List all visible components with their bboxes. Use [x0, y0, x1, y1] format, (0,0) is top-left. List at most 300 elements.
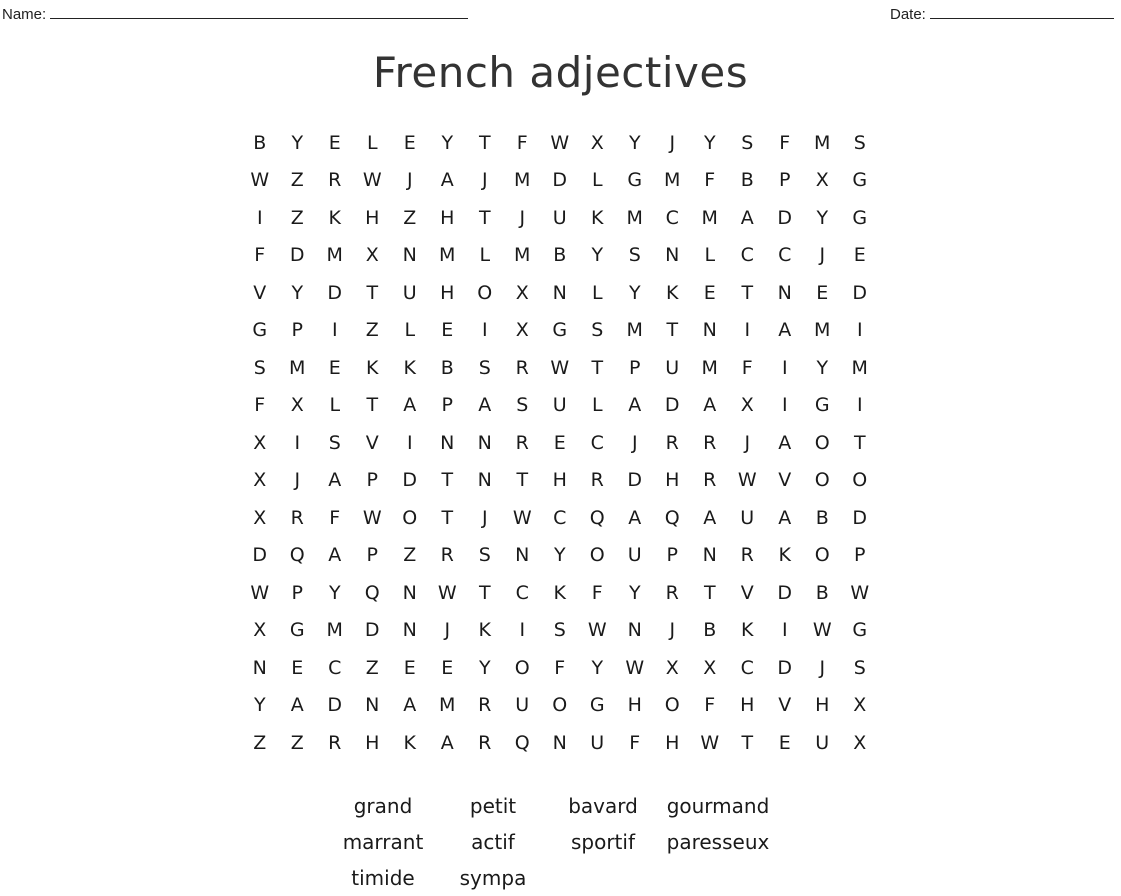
grid-cell[interactable]: L	[366, 131, 378, 154]
grid-cell[interactable]: A	[740, 206, 754, 229]
grid-cell[interactable]: N	[552, 731, 567, 754]
grid-cell[interactable]: W	[812, 619, 832, 642]
grid-cell[interactable]: Y	[591, 656, 604, 679]
grid-cell[interactable]: F	[629, 731, 641, 754]
grid-cell[interactable]: W	[550, 131, 570, 154]
grid-cell[interactable]: D	[252, 544, 268, 567]
grid-cell[interactable]: G	[627, 169, 643, 192]
grid-cell[interactable]: O	[814, 469, 830, 492]
grid-cell[interactable]: J	[294, 469, 301, 492]
grid-cell[interactable]: A	[778, 319, 792, 342]
grid-cell[interactable]: M	[514, 244, 531, 267]
grid-cell[interactable]: H	[440, 206, 455, 229]
grid-cell[interactable]: H	[365, 731, 380, 754]
grid-cell[interactable]: O	[477, 281, 493, 304]
grid-cell[interactable]: A	[478, 394, 492, 417]
grid-cell[interactable]: N	[702, 319, 717, 342]
grid-cell[interactable]: J	[481, 169, 488, 192]
grid-cell[interactable]: W	[737, 469, 757, 492]
grid-cell[interactable]: S	[553, 619, 566, 642]
grid-cell[interactable]: B	[703, 619, 717, 642]
grid-cell[interactable]: N	[402, 244, 417, 267]
grid-cell[interactable]: L	[591, 169, 603, 192]
grid-cell[interactable]: H	[552, 469, 567, 492]
grid-cell[interactable]: K	[666, 281, 679, 304]
grid-cell[interactable]: I	[519, 619, 526, 642]
grid-cell[interactable]: N	[777, 281, 792, 304]
grid-cell[interactable]: W	[512, 506, 532, 529]
grid-cell[interactable]: C	[778, 244, 792, 267]
grid-cell[interactable]: F	[516, 131, 528, 154]
grid-cell[interactable]: P	[366, 469, 378, 492]
grid-cell[interactable]: Q	[364, 581, 380, 604]
grid-cell[interactable]: A	[628, 394, 642, 417]
grid-cell[interactable]: I	[481, 319, 488, 342]
grid-cell[interactable]: Z	[365, 656, 379, 679]
grid-cell[interactable]: X	[290, 394, 304, 417]
grid-cell[interactable]: Y	[703, 131, 716, 154]
grid-cell[interactable]: M	[626, 206, 643, 229]
grid-cell[interactable]: O	[814, 431, 830, 454]
grid-cell[interactable]: A	[290, 694, 304, 717]
grid-cell[interactable]: O	[852, 469, 868, 492]
grid-cell[interactable]: I	[744, 319, 751, 342]
grid-cell[interactable]: O	[402, 506, 418, 529]
grid-cell[interactable]: M	[701, 206, 718, 229]
name-line[interactable]	[50, 4, 468, 19]
grid-cell[interactable]: D	[852, 506, 868, 529]
grid-cell[interactable]: X	[665, 656, 679, 679]
grid-cell[interactable]: X	[515, 281, 529, 304]
grid-cell[interactable]: T	[741, 731, 754, 754]
grid-cell[interactable]: D	[777, 206, 793, 229]
grid-cell[interactable]: F	[329, 506, 341, 529]
grid-cell[interactable]: T	[516, 469, 529, 492]
grid-cell[interactable]: B	[815, 581, 829, 604]
grid-cell[interactable]: H	[627, 694, 642, 717]
grid-cell[interactable]: E	[441, 319, 454, 342]
grid-cell[interactable]: C	[553, 506, 567, 529]
grid-cell[interactable]: D	[327, 694, 343, 717]
grid-cell[interactable]: K	[403, 731, 416, 754]
grid-cell[interactable]: S	[516, 394, 529, 417]
grid-cell[interactable]: Y	[441, 131, 454, 154]
grid-cell[interactable]: C	[740, 244, 754, 267]
grid-cell[interactable]: R	[328, 731, 342, 754]
grid-cell[interactable]: I	[294, 431, 301, 454]
grid-cell[interactable]: X	[253, 506, 267, 529]
grid-cell[interactable]: T	[478, 206, 491, 229]
grid-cell[interactable]: Y	[253, 694, 266, 717]
grid-cell[interactable]: U	[665, 356, 680, 379]
grid-cell[interactable]: P	[366, 544, 378, 567]
grid-cell[interactable]: L	[704, 244, 716, 267]
grid-cell[interactable]: V	[740, 581, 754, 604]
grid-cell[interactable]: Z	[365, 319, 379, 342]
grid-cell[interactable]: A	[703, 506, 717, 529]
grid-cell[interactable]: T	[591, 356, 604, 379]
grid-cell[interactable]: K	[591, 206, 604, 229]
grid-cell[interactable]: D	[852, 281, 868, 304]
grid-cell[interactable]: F	[254, 394, 266, 417]
grid-cell[interactable]: Y	[478, 656, 491, 679]
grid-cell[interactable]: T	[741, 281, 754, 304]
grid-cell[interactable]: M	[626, 319, 643, 342]
grid-cell[interactable]: E	[778, 731, 791, 754]
grid-cell[interactable]: Z	[403, 206, 417, 229]
grid-cell[interactable]: G	[589, 694, 605, 717]
grid-cell[interactable]: N	[402, 581, 417, 604]
grid-cell[interactable]: G	[814, 394, 830, 417]
grid-cell[interactable]: A	[703, 394, 717, 417]
grid-cell[interactable]: U	[815, 731, 830, 754]
grid-cell[interactable]: N	[515, 544, 530, 567]
grid-cell[interactable]: X	[253, 469, 267, 492]
grid-cell[interactable]: D	[289, 244, 305, 267]
grid-cell[interactable]: U	[740, 506, 755, 529]
grid-cell[interactable]: C	[665, 206, 679, 229]
grid-cell[interactable]: W	[250, 169, 270, 192]
grid-cell[interactable]: M	[289, 356, 306, 379]
grid-cell[interactable]: C	[590, 431, 604, 454]
grid-cell[interactable]: W	[362, 506, 382, 529]
grid-cell[interactable]: E	[441, 656, 454, 679]
grid-cell[interactable]: J	[444, 619, 451, 642]
grid-cell[interactable]: K	[553, 581, 566, 604]
grid-cell[interactable]: M	[439, 244, 456, 267]
grid-cell[interactable]: H	[665, 731, 680, 754]
grid-cell[interactable]: K	[778, 544, 791, 567]
grid-cell[interactable]: W	[850, 581, 870, 604]
grid-cell[interactable]: Z	[253, 731, 267, 754]
grid-cell[interactable]: X	[253, 619, 267, 642]
grid-cell[interactable]: K	[403, 356, 416, 379]
grid-cell[interactable]: Q	[589, 506, 605, 529]
grid-cell[interactable]: H	[815, 694, 830, 717]
grid-cell[interactable]: J	[819, 244, 826, 267]
grid-cell[interactable]: S	[478, 544, 491, 567]
grid-cell[interactable]: G	[852, 206, 868, 229]
grid-cell[interactable]: S	[628, 244, 641, 267]
grid-cell[interactable]: Y	[291, 131, 304, 154]
grid-cell[interactable]: M	[814, 319, 831, 342]
grid-cell[interactable]: W	[587, 619, 607, 642]
grid-cell[interactable]: H	[665, 469, 680, 492]
word-bank-item: sportif	[570, 830, 635, 854]
grid-cell[interactable]: D	[364, 619, 380, 642]
grid-cell[interactable]: R	[665, 581, 679, 604]
grid-cell[interactable]: U	[552, 394, 567, 417]
grid-cell[interactable]: O	[664, 694, 680, 717]
grid-cell[interactable]: V	[778, 469, 792, 492]
grid-cell[interactable]: U	[402, 281, 417, 304]
grid-cell[interactable]: J	[669, 131, 676, 154]
grid-cell[interactable]: A	[403, 394, 417, 417]
grid-cell[interactable]: R	[478, 731, 492, 754]
grid-cell[interactable]: A	[440, 169, 454, 192]
grid-cell[interactable]: R	[590, 469, 604, 492]
grid-cell[interactable]: W	[700, 731, 720, 754]
grid-cell[interactable]: M	[664, 169, 681, 192]
grid-cell[interactable]: D	[552, 169, 568, 192]
grid-cell[interactable]: S	[253, 356, 266, 379]
grid-cell[interactable]: R	[703, 431, 717, 454]
grid-cell[interactable]: G	[852, 619, 868, 642]
grid-cell[interactable]: Q	[514, 731, 530, 754]
name-field[interactable]	[2, 4, 468, 23]
grid-cell[interactable]: L	[479, 244, 491, 267]
grid-cell[interactable]: T	[478, 131, 491, 154]
grid-cell[interactable]: U	[552, 206, 567, 229]
grid-cell[interactable]: F	[254, 244, 266, 267]
grid-cell[interactable]: K	[328, 206, 341, 229]
grid-cell[interactable]: E	[291, 656, 304, 679]
grid-cell[interactable]: I	[781, 394, 788, 417]
grid-cell[interactable]: J	[819, 656, 826, 679]
date-line[interactable]	[930, 4, 1114, 19]
word-bank-item: grand	[353, 794, 413, 818]
grid-cell[interactable]: A	[328, 544, 342, 567]
grid-cell[interactable]: D	[627, 469, 643, 492]
grid-cell[interactable]: W	[550, 356, 570, 379]
grid-cell[interactable]: O	[552, 694, 568, 717]
grid-cell[interactable]: L	[404, 319, 416, 342]
grid-cell[interactable]: Y	[591, 244, 604, 267]
grid-cell[interactable]: S	[741, 131, 754, 154]
grid-cell[interactable]: Y	[628, 131, 641, 154]
date-field[interactable]	[890, 4, 1114, 23]
grid-cell[interactable]: Q	[664, 506, 680, 529]
grid-cell[interactable]: N	[402, 619, 417, 642]
grid-cell[interactable]: A	[328, 469, 342, 492]
grid-cell[interactable]: Z	[290, 206, 304, 229]
grid-cell[interactable]: T	[666, 319, 679, 342]
grid-cell[interactable]: N	[477, 431, 492, 454]
grid-cell[interactable]: Z	[290, 731, 304, 754]
grid-cell[interactable]: O	[589, 544, 605, 567]
grid-cell[interactable]: A	[403, 694, 417, 717]
grid-cell[interactable]: X	[853, 694, 867, 717]
grid-cell[interactable]: R	[515, 356, 529, 379]
grid-cell[interactable]: D	[777, 656, 793, 679]
grid-cell[interactable]: O	[514, 656, 530, 679]
grid-cell[interactable]: E	[403, 131, 416, 154]
grid-cell[interactable]: C	[515, 581, 529, 604]
grid-cell[interactable]: F	[741, 356, 753, 379]
grid-cell[interactable]: E	[328, 356, 341, 379]
grid-cell[interactable]: X	[590, 131, 604, 154]
grid-cell[interactable]: Y	[816, 206, 829, 229]
grid-cell[interactable]: N	[702, 544, 717, 567]
grid-cell[interactable]: T	[703, 581, 716, 604]
grid-cell[interactable]: E	[816, 281, 829, 304]
grid-cell[interactable]: I	[781, 619, 788, 642]
grid-cell[interactable]: B	[440, 356, 454, 379]
grid-cell[interactable]: P	[666, 544, 678, 567]
grid-cell[interactable]: Q	[289, 544, 305, 567]
grid-cell[interactable]: Y	[628, 581, 641, 604]
grid-cell[interactable]: O	[814, 544, 830, 567]
grid-cell[interactable]: M	[701, 356, 718, 379]
grid-cell[interactable]: R	[440, 544, 454, 567]
grid-cell[interactable]: P	[291, 319, 303, 342]
grid-cell[interactable]: F	[591, 581, 603, 604]
grid-cell[interactable]: B	[740, 169, 754, 192]
grid-cell[interactable]: E	[403, 656, 416, 679]
grid-cell[interactable]: M	[514, 169, 531, 192]
grid-cell[interactable]: E	[328, 131, 341, 154]
grid-cell[interactable]: U	[515, 694, 530, 717]
grid-cell[interactable]: S	[478, 356, 491, 379]
grid-cell[interactable]: S	[853, 131, 866, 154]
grid-cell[interactable]: P	[854, 544, 866, 567]
grid-cell[interactable]: W	[250, 581, 270, 604]
grid-cell[interactable]: I	[781, 356, 788, 379]
grid-cell[interactable]: N	[365, 694, 380, 717]
grid-cell[interactable]: X	[515, 319, 529, 342]
grid-cell[interactable]: G	[852, 169, 868, 192]
grid-cell[interactable]: V	[365, 431, 379, 454]
grid-cell[interactable]: H	[740, 694, 755, 717]
grid-cell[interactable]: R	[478, 694, 492, 717]
grid-cell[interactable]: M	[814, 131, 831, 154]
grid-cell[interactable]: R	[515, 431, 529, 454]
grid-cell[interactable]: J	[406, 169, 413, 192]
grid-cell[interactable]: D	[402, 469, 418, 492]
grid-cell[interactable]: L	[329, 394, 341, 417]
grid-cell[interactable]: I	[856, 319, 863, 342]
grid-cell[interactable]: V	[253, 281, 267, 304]
grid-cell[interactable]: R	[740, 544, 754, 567]
grid-cell[interactable]: N	[440, 431, 455, 454]
grid-cell[interactable]: J	[481, 506, 488, 529]
grid-cell[interactable]: Z	[403, 544, 417, 567]
grid-cell[interactable]: I	[256, 206, 263, 229]
grid-cell[interactable]: F	[704, 169, 716, 192]
grid-cell[interactable]: Y	[628, 281, 641, 304]
grid-cell[interactable]: N	[627, 619, 642, 642]
grid-cell[interactable]: J	[631, 431, 638, 454]
grid-cell[interactable]: K	[741, 619, 754, 642]
word-bank-item: gourmand	[666, 794, 770, 818]
grid-cell[interactable]: W	[625, 656, 645, 679]
grid-cell[interactable]: L	[591, 394, 603, 417]
grid-cell[interactable]: T	[441, 469, 454, 492]
grid-cell[interactable]: U	[590, 731, 605, 754]
grid-cell[interactable]: J	[744, 431, 751, 454]
grid-cell[interactable]: L	[591, 281, 603, 304]
word-bank-item: bavard	[568, 794, 638, 818]
grid-cell[interactable]: Z	[290, 169, 304, 192]
grid-cell[interactable]: F	[779, 131, 791, 154]
grid-cell[interactable]: P	[291, 581, 303, 604]
grid-cell[interactable]: E	[703, 281, 716, 304]
grid-cell[interactable]: R	[328, 169, 342, 192]
grid-cell[interactable]: I	[406, 431, 413, 454]
grid-cell[interactable]: D	[664, 394, 680, 417]
grid-cell[interactable]: Y	[816, 356, 829, 379]
grid-cell[interactable]: X	[853, 731, 867, 754]
grid-cell[interactable]: K	[478, 619, 491, 642]
grid-cell[interactable]: D	[327, 281, 343, 304]
grid-cell[interactable]: F	[704, 694, 716, 717]
grid-cell[interactable]: M	[439, 694, 456, 717]
grid-cell[interactable]: X	[815, 169, 829, 192]
grid-cell[interactable]: F	[554, 656, 566, 679]
grid-cell[interactable]: A	[628, 506, 642, 529]
grid-cell[interactable]: P	[629, 356, 641, 379]
grid-cell[interactable]: E	[553, 431, 566, 454]
word-bank-item: actif	[471, 830, 515, 854]
grid-cell[interactable]: R	[290, 506, 304, 529]
grid-cell[interactable]: C	[740, 656, 754, 679]
grid-cell[interactable]: V	[778, 694, 792, 717]
word-search-grid	[241, 124, 879, 762]
grid-cell[interactable]: H	[365, 206, 380, 229]
grid-cell[interactable]: B	[253, 131, 267, 154]
grid-cell[interactable]: M	[326, 619, 343, 642]
grid-cell[interactable]: U	[627, 544, 642, 567]
grid-cell[interactable]: W	[362, 169, 382, 192]
grid-cell[interactable]: B	[553, 244, 567, 267]
grid-cell[interactable]: T	[366, 394, 379, 417]
grid-cell[interactable]: Y	[291, 281, 304, 304]
grid-cell[interactable]: J	[519, 206, 526, 229]
grid-cell[interactable]: S	[591, 319, 604, 342]
grid-cell[interactable]: X	[365, 244, 379, 267]
grid-cell[interactable]: N	[552, 281, 567, 304]
grid-cell[interactable]: M	[326, 244, 343, 267]
grid-cell[interactable]: R	[665, 431, 679, 454]
grid-cell[interactable]: N	[665, 244, 680, 267]
grid-cell[interactable]: T	[366, 281, 379, 304]
grid-cell[interactable]: S	[853, 656, 866, 679]
grid-cell[interactable]: E	[853, 244, 866, 267]
grid-cell[interactable]: T	[441, 506, 454, 529]
grid-cell[interactable]: G	[252, 319, 268, 342]
word-bank-item: timide	[351, 866, 415, 890]
grid-cell[interactable]: S	[328, 431, 341, 454]
grid-cell[interactable]: A	[778, 506, 792, 529]
grid-cell[interactable]: X	[253, 431, 267, 454]
grid-cell[interactable]: W	[437, 581, 457, 604]
grid-cell[interactable]: J	[669, 619, 676, 642]
grid-cell[interactable]: H	[440, 281, 455, 304]
grid-cell[interactable]: Y	[328, 581, 341, 604]
grid-cell[interactable]: C	[328, 656, 342, 679]
grid-cell[interactable]: P	[779, 169, 791, 192]
grid-cell[interactable]: G	[289, 619, 305, 642]
grid-cell[interactable]: I	[331, 319, 338, 342]
grid-cell[interactable]: R	[703, 469, 717, 492]
grid-cell[interactable]: G	[552, 319, 568, 342]
grid-cell[interactable]: K	[366, 356, 379, 379]
grid-cell[interactable]: X	[740, 394, 754, 417]
grid-cell[interactable]: X	[703, 656, 717, 679]
grid-cell[interactable]: M	[851, 356, 868, 379]
grid-cell[interactable]: N	[477, 469, 492, 492]
grid-cell[interactable]: D	[777, 581, 793, 604]
grid-cell[interactable]: I	[856, 394, 863, 417]
grid-cell[interactable]: T	[853, 431, 866, 454]
grid-cell[interactable]: A	[778, 431, 792, 454]
grid-cell[interactable]: Y	[553, 544, 566, 567]
grid-cell[interactable]: T	[478, 581, 491, 604]
grid-cell[interactable]: P	[441, 394, 453, 417]
grid-cell[interactable]: A	[440, 731, 454, 754]
grid-cell[interactable]: N	[252, 656, 267, 679]
grid-cell[interactable]: B	[815, 506, 829, 529]
